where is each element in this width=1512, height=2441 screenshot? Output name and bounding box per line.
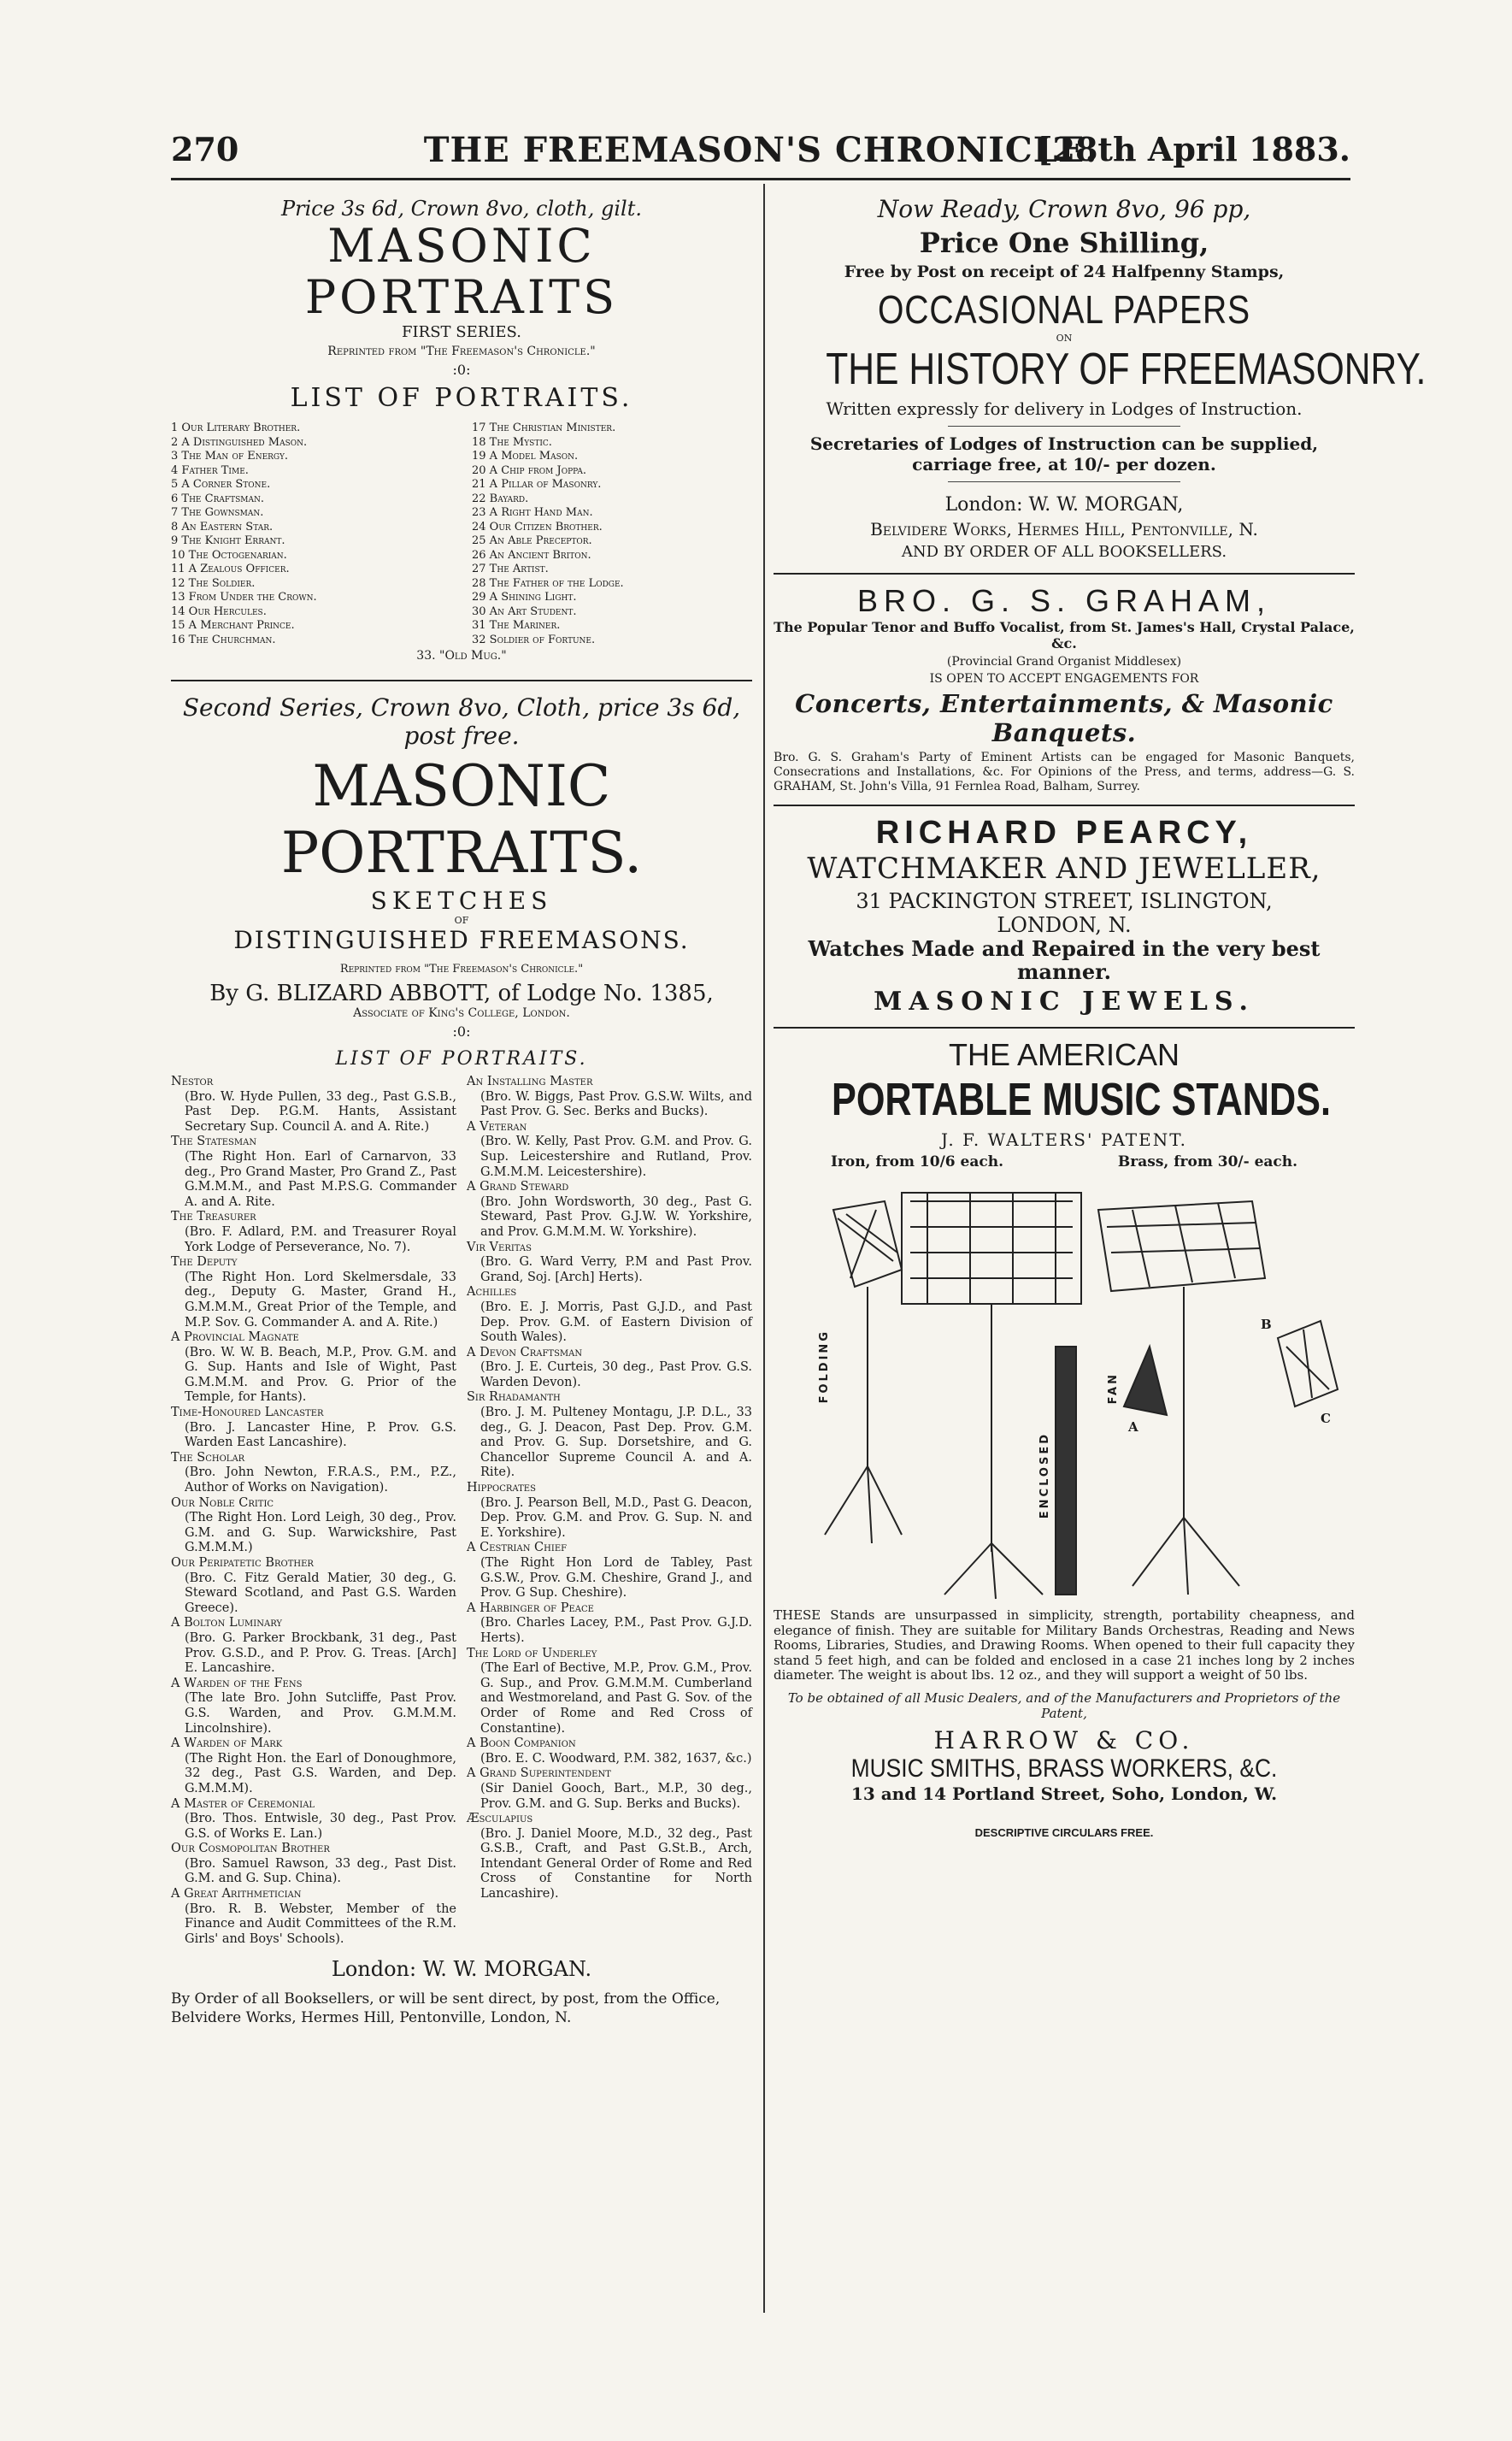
portrait-list-item: 27 The Artist.	[472, 563, 549, 575]
portrait-list-item: 29 A Shining Light.	[472, 591, 577, 604]
second-series-distinguished: DISTINGUISHED FREEMASONS.	[233, 926, 690, 954]
portrait-entry-description: (The Right Hon Lord de Tabley, Past G.S.W., Prov. G.M. Cheshire, Grand J., and Prov. G Sup. Cheshire).	[480, 1556, 752, 1601]
portrait-entry	[467, 1541, 752, 1601]
portrait-entry	[467, 1812, 752, 1902]
stands-the-american: THE AMERICAN	[948, 1037, 1180, 1072]
portrait-entry-title: A Grand Superintendent	[467, 1766, 611, 1781]
portrait-entry-title: The Statesman	[171, 1135, 257, 1149]
portrait-list-item: 18 The Mystic.	[472, 435, 552, 449]
second-series-reprinted: Reprinted from "The Freemason's Chronicle."	[339, 963, 584, 976]
second-series-title: MASONIC PORTRAITS.	[280, 753, 643, 886]
pearcy-trade: WATCHMAKER AND JEWELLER,	[807, 852, 1321, 886]
portrait-entry-title: A Great Arithmetician	[171, 1887, 302, 1902]
portrait-list-item: 24 Our Citizen Brother.	[472, 520, 603, 534]
portrait-entry-description: (Bro. J. Daniel Moore, M.D., 32 deg., Past G.S.B., Craft, and Past G.St.B., Arch, Intendant General Order of Rome and Red Cross of Constantine for North Lancashire).	[480, 1826, 752, 1902]
portrait-entry	[171, 1210, 456, 1255]
portrait-entry	[467, 1601, 752, 1647]
portrait-entry	[171, 1616, 456, 1676]
page-number: 270	[171, 130, 239, 168]
portrait-entry-description: (Bro. J. E. Curteis, 30 deg., Past Prov. G.S. Warden Devon).	[480, 1360, 752, 1389]
label-enclosed: ENCLOSED	[1038, 1432, 1051, 1519]
occasional-title1: OCCASIONAL PAPERS	[878, 287, 1250, 332]
first-series-reprinted: Reprinted from "The Freemason's Chronicle."	[327, 345, 596, 358]
portrait-entry-description: (Bro. W. Hyde Pullen, 33 deg., Past G.S.B., Past Dep. P.G.M. Hants, Assistant Secretary Sup. Council A. and A. Rite.)	[185, 1089, 456, 1134]
portrait-list-item: 10 The Octogenarian.	[171, 548, 287, 562]
portrait-entry-description: (The Earl of Bective, M.P., Prov. G.M., Prov. G. Sup., and Prov. G.M.M.M. Cumberland and Westmoreland, and Past G. Sov. of the Order of Rome and Red Cross of Constantine).	[480, 1661, 752, 1736]
label-folding: FOLDING	[818, 1330, 831, 1404]
portrait-entry	[171, 1797, 456, 1843]
portrait-list-item: 3 The Man of Energy.	[171, 450, 289, 463]
figure-letter-b: B	[1261, 1317, 1272, 1332]
portrait-entry	[467, 1075, 752, 1120]
pearcy-address: 31 PACKINGTON STREET, ISLINGTON,	[856, 889, 1273, 913]
portrait-entry	[171, 1736, 456, 1796]
graham-paragraph: Bro. G. S. Graham's Party of Eminent Artists can be engaged for Masonic Banquets, Consecrations and Installations, &c. For Opinions of the Press, and terms, address—G. S. GRAHAM, St. John's Villa, 91 Fernlea Road, Balham, Surrey.	[774, 751, 1355, 793]
portrait-entry	[171, 1842, 456, 1887]
portrait-list-item: 7 The Gownsman.	[171, 506, 264, 519]
portrait-list-item: 28 The Father of the Lodge.	[472, 576, 624, 590]
portrait-entry-description: (Bro. Thos. Entwisle, 30 deg., Past Prov. G.S. of Works E. Lan.)	[185, 1812, 456, 1841]
portrait-entry	[171, 1496, 456, 1556]
occasional-papers-ad	[774, 195, 1427, 561]
portrait-entry-description: (Bro. R. B. Webster, Member of the Finance and Audit Committees of the R.M. Girls' and Boys' Schools).	[185, 1902, 456, 1946]
portrait-entry	[171, 1451, 456, 1496]
figure-letter-c: C	[1321, 1411, 1331, 1426]
journal-title: THE FREEMASON'S CHRONICLE.	[423, 130, 1098, 170]
portrait-entry-title: A Harbinger of Peace	[467, 1601, 594, 1615]
portrait-list-item: 21 A Pillar of Masonry.	[472, 478, 602, 491]
stands-prices	[774, 1153, 1355, 1170]
portrait-entry-title: Achilles	[467, 1285, 517, 1300]
portrait-entry-title: Sir Rhadamanth	[467, 1390, 561, 1405]
portrait-list-item: 16 The Churchman.	[171, 633, 276, 646]
stands-obtain: To be obtained of all Music Dealers, and of the Manufacturers and Proprietors of the Patent,	[787, 1689, 1341, 1721]
portrait-entry-description: (Bro. J. Pearson Bell, M.D., Past G. Deacon, Dep. Prov. G.M. and Prov. G. Sup. N. and E. Yorkshire).	[480, 1495, 752, 1540]
portrait-entry	[467, 1120, 752, 1180]
occasional-ready: Now Ready, Crown 8vo, 96 pp,	[877, 195, 1251, 223]
portrait-list-item: 26 An Ancient Briton.	[472, 548, 591, 562]
portrait-entry	[467, 1647, 752, 1737]
portrait-entry	[467, 1390, 752, 1481]
portrait-list-item: 2 A Distinguished Mason.	[171, 435, 308, 449]
second-series-author: By G. BLIZARD ABBOTT, of Lodge No. 1385,	[209, 981, 714, 1006]
portrait-entry	[467, 1180, 752, 1240]
portrait-entry	[171, 1330, 456, 1406]
left-column	[171, 190, 752, 2027]
portrait-entry	[467, 1766, 752, 1812]
separator: :0:	[452, 362, 471, 378]
graham-line3: IS OPEN TO ACCEPT ENGAGEMENTS FOR	[929, 672, 1199, 686]
stands-brass-price: Brass, from 30/- each.	[1117, 1153, 1298, 1170]
occasional-price: Price One Shilling,	[919, 227, 1209, 259]
portrait-list-item: 12 The Soldier.	[171, 576, 256, 590]
portrait-entry-description: (The Right Hon. Lord Skelmersdale, 33 deg., Deputy G. Master, Grand H., G.M.M.M., Great Prior of the Temple, and M.P. Sov. G. Commander A. and A. Rite.)	[185, 1270, 456, 1330]
stands-smiths: MUSIC SMITHS, BRASS WORKERS, &C.	[850, 1754, 1278, 1783]
portrait-list-item: 17 The Christian Minister.	[472, 422, 616, 434]
portrait-entry-title: An Installing Master	[467, 1075, 593, 1088]
portrait-list-item: 15 A Merchant Prince.	[171, 619, 295, 632]
portrait-entry-title: A Warden of Mark	[171, 1736, 283, 1751]
label-fan: FAN	[1107, 1372, 1120, 1405]
stands-circulars: DESCRIPTIVE CIRCULARS FREE.	[974, 1825, 1154, 1839]
separator: :0:	[452, 1023, 471, 1040]
portrait-entry-description: (Bro. Samuel Rawson, 33 deg., Past Dist. G.M. and G. Sup. China).	[185, 1856, 456, 1886]
portrait-entry	[467, 1736, 752, 1766]
portrait-entry-description: (The Right Hon. the Earl of Donoughmore, 32 deg., Past G.S. Warden, and Dep. G.M.M.M).	[185, 1751, 456, 1795]
portrait-entry-title: A Warden of the Fens	[171, 1676, 303, 1690]
graham-line2: (Provincial Grand Organist Middlesex)	[946, 655, 1182, 669]
portrait-entry-title: A Bolton Luminary	[171, 1616, 283, 1630]
portrait-entry-description: (The late Bro. John Sutcliffe, Past Prov. G.S. Warden, and Prov. G.M.M.M. Lincolnshire).	[185, 1691, 456, 1736]
section-rule	[774, 1027, 1355, 1029]
portrait-entry-description: (Bro. W. Kelly, Past Prov. G.M. and Prov. G. Sup. Leicestershire and Rutland, Prov. G.M.M.M. Leicestershire).	[480, 1135, 752, 1179]
portrait-entry	[171, 1677, 456, 1736]
portrait-entry-title: Time-Honoured Lancaster	[171, 1406, 324, 1420]
portrait-entry	[467, 1241, 752, 1286]
portrait-list-item: 30 An Art Student.	[472, 604, 577, 618]
first-series-portrait-list	[171, 422, 752, 647]
portrait-entry-title: A Boon Companion	[467, 1736, 576, 1751]
first-series-ad	[171, 197, 752, 663]
portrait-entry-title: Vir Veritas	[467, 1240, 532, 1254]
portrait-list-right	[472, 422, 752, 647]
pearcy-jewels: MASONIC JEWELS.	[874, 987, 1255, 1017]
portrait-list-item: 22 Bayard.	[472, 492, 529, 505]
thin-rule	[948, 426, 1180, 427]
portrait-entry	[171, 1406, 456, 1451]
portrait-list-last: 33. "Old Mug."	[416, 649, 507, 663]
portrait-entry-description: (Bro. G. Parker Brockbank, 31 deg., Past Prov. G.S.D., and P. Prov. G. Treas. [Arch] E. Lancashire.	[185, 1630, 456, 1676]
second-series-list-left	[171, 1075, 456, 1947]
portrait-list-item: 4 Father Time.	[171, 463, 249, 477]
portrait-entry-description: (Bro. F. Adlard, P.M. and Treasurer Royal York Lodge of Perseverance, No. 7).	[185, 1224, 456, 1254]
portrait-list-item: 1 Our Literary Brother.	[171, 422, 301, 434]
occasional-secretaries: Secretaries of Lodges of Instruction can be supplied, carriage free, at 10/- per dozen.	[809, 433, 1319, 475]
stands-body: THESE Stands are unsurpassed in simplicity, strength, portability cheapness, and elegance of finish. They are suitable for Military Bands Orchestras, Reading and News Rooms, Libraries, Studies, and Drawing Rooms. When opened to their full capacity they stand 5 feet high, and can be folded and enclosed in a case 21 inches long by 2 inches diameter. The weight is about lbs. 12 oz., and they will support a weight of 50 lbs.	[774, 1607, 1355, 1683]
portrait-entry-title: Our Peripatetic Brother	[171, 1556, 314, 1570]
section-rule	[171, 680, 752, 681]
occasional-london: London: W. W. MORGAN,	[944, 494, 1184, 516]
first-series-price: Price 3s 6d, Crown 8vo, cloth, gilt.	[280, 197, 643, 221]
occasional-written: Written expressly for delivery in Lodges of Instruction.	[826, 398, 1303, 419]
first-series-label: FIRST SERIES.	[402, 323, 521, 341]
portrait-entry-description: (Bro. J. M. Pulteney Montagu, J.P. D.L., 33 deg., G. J. Deacon, Past Dep. Prov. G.M. and Prov. G. Sup. Dorsetshire, and G. Chancellor Supreme Council A. and A. Rite).	[480, 1406, 752, 1480]
portrait-entry	[171, 1255, 456, 1330]
portrait-list-item: 11 A Zealous Officer.	[171, 563, 290, 575]
second-series-of: OF	[454, 915, 469, 926]
portrait-entry-title: A Veteran	[467, 1119, 527, 1134]
second-series-line1: Second Series, Crown 8vo, Cloth, price 3s 6d,	[182, 693, 741, 722]
portrait-entry-description: (Bro. G. Ward Verry, P.M and Past Prov. Grand, Soj. [Arch] Herts).	[480, 1255, 752, 1284]
portrait-list-left	[171, 422, 451, 647]
portrait-entry-title: A Master of Ceremonial	[171, 1796, 315, 1811]
second-series-ad	[171, 693, 752, 2027]
portrait-entry-title: A Devon Craftsman	[467, 1345, 583, 1359]
portrait-entry-description: (Bro. W. W. B. Beach, M.P., Prov. G.M. and G. Sup. Hants and Isle of Wight, Past G.M.M.M. and Prov. G. Prior of the Temple, for Hants).	[185, 1345, 456, 1405]
portrait-list-item: 23 A Right Hand Man.	[472, 506, 593, 519]
first-series-list-heading: LIST OF PORTRAITS.	[290, 383, 633, 413]
portrait-entry-title: A Provincial Magnate	[171, 1330, 299, 1345]
second-series-associate: Associate of King's College, London.	[353, 1006, 570, 1020]
portrait-entry-description: (The Right Hon. Lord Leigh, 30 deg., Prov. G.M. and G. Sup. Warwickshire, Past G.M.M.M.)	[185, 1511, 456, 1555]
portrait-entry	[467, 1481, 752, 1541]
portrait-entry-description: (Bro. Charles Lacey, P.M., Past Prov. G.J.D. Herts).	[480, 1616, 752, 1645]
occasional-title2: THE HISTORY OF FREEMASONRY.	[826, 345, 1427, 394]
portrait-list-item: 32 Soldier of Fortune.	[472, 633, 596, 646]
page-header	[171, 127, 1350, 180]
occasional-belvidere: Belvidere Works, Hermes Hill, Pentonville, N.	[870, 519, 1258, 539]
second-series-list-right	[467, 1075, 752, 1947]
second-series-sketches: SKETCHES	[370, 887, 553, 915]
portrait-entry-title: The Treasurer	[171, 1210, 256, 1224]
portrait-entry-description: (Bro. John Newton, F.R.A.S., P.M., P.Z., Author of Works on Navigation).	[185, 1465, 456, 1495]
stands-patent: J. F. WALTERS' PATENT.	[940, 1129, 1188, 1150]
portrait-entry-description: (Bro. J. Lancaster Hine, P. Prov. G.S. Warden East Lancashire).	[185, 1420, 456, 1450]
portrait-list-item: 19 A Model Mason.	[472, 450, 579, 463]
column-divider	[763, 184, 765, 2313]
portrait-entry-description: (Bro. John Wordsworth, 30 deg., Past G. Steward, Past Prov. G.J.W. W. Yorkshire, and Prov. G.M.M.M. W. Yorkshire).	[480, 1194, 752, 1239]
music-stands-ad	[774, 1037, 1355, 1839]
second-series-publisher: London: W. W. MORGAN.	[331, 1957, 592, 1982]
issue-date: [28th April 1883.	[1037, 130, 1350, 168]
figure-letter-a: A	[1128, 1419, 1138, 1435]
occasional-free: Free by Post on receipt of 24 Halfpenny Stamps,	[844, 262, 1285, 281]
portrait-entry-title: A Grand Steward	[467, 1180, 569, 1194]
portrait-entry-title: A Cestrian Chief	[467, 1541, 568, 1555]
portrait-entry-title: The Scholar	[171, 1450, 245, 1465]
portrait-list-item: 8 An Eastern Star.	[171, 520, 274, 534]
pearcy-city: LONDON, N.	[997, 913, 1132, 937]
portrait-list-item: 6 The Craftsman.	[171, 492, 264, 505]
portrait-entry	[171, 1887, 456, 1947]
portrait-entry-title: Nestor	[171, 1075, 214, 1088]
portrait-entry-title: Our Noble Critic	[171, 1495, 274, 1510]
portrait-list-item: 5 A Corner Stone.	[171, 478, 271, 491]
occasional-order: AND BY ORDER OF ALL BOOKSELLERS.	[901, 543, 1227, 561]
pearcy-repair: Watches Made and Repaired in the very best manner.	[808, 936, 1321, 984]
stands-street: 13 and 14 Portland Street, Soho, London, W.	[850, 1783, 1278, 1804]
graham-line1: The Popular Tenor and Buffo Vocalist, from St. James's Hall, Crystal Palace, &c.	[774, 619, 1355, 652]
portrait-entry	[467, 1285, 752, 1345]
portrait-list-item: 14 Our Hercules.	[171, 604, 267, 618]
portrait-entry	[171, 1556, 456, 1616]
stands-iron-price: Iron, from 10/6 each.	[830, 1153, 1003, 1170]
portrait-entry-description: (Bro. E. J. Morris, Past G.J.D., and Past Dep. Prov. G.M. of Eastern Division of South Wales).	[480, 1300, 752, 1345]
portrait-entry-title: The Deputy	[171, 1255, 238, 1270]
thin-rule	[948, 481, 1180, 482]
stands-title: PORTABLE MUSIC STANDS.	[832, 1074, 1332, 1125]
music-stands-drawing	[774, 1176, 1355, 1603]
second-series-list-heading: LIST OF PORTRAITS.	[335, 1048, 588, 1070]
portrait-entry-description: (Bro. W. Biggs, Past Prov. G.S.W. Wilts, and Past Prov. G. Sec. Berks and Bucks).	[480, 1089, 752, 1119]
portrait-entry-description: (Bro. E. C. Woodward, P.M. 382, 1637, &c.)	[480, 1751, 752, 1766]
right-column	[774, 190, 1427, 1839]
pearcy-ad	[774, 815, 1355, 1017]
portrait-entry	[467, 1346, 752, 1391]
graham-ad	[774, 583, 1355, 794]
stands-harrow: HARROW & CO.	[933, 1725, 1195, 1754]
portrait-entry-description: (The Right Hon. Earl of Carnarvon, 33 deg., Pro Grand Master, Pro Grand Z., Past G.M.M.M., and Past M.P.S.G. Commander A. and A. Rite.	[185, 1149, 456, 1209]
portrait-entry-title: Hippocrates	[467, 1481, 536, 1495]
portrait-entry-description: (Bro. C. Fitz Gerald Matier, 30 deg., G. Steward Scotland, and Past G.S. Warden Greece).	[185, 1571, 456, 1615]
second-series-footer: By Order of all Booksellers, or will be sent direct, by post, from the Office, Belvidere Works, Hermes Hill, Pentonville, London, N.	[171, 1990, 721, 2027]
portrait-entry-title: The Lord of Underley	[467, 1646, 597, 1660]
portrait-entry-description: (Sir Daniel Gooch, Bart., M.P., 30 deg., Prov. G.M. and G. Sup. Berks and Bucks).	[480, 1781, 752, 1811]
graham-name: BRO. G. S. GRAHAM,	[856, 583, 1272, 618]
portrait-entry	[171, 1135, 456, 1210]
second-series-line2: post free.	[403, 722, 520, 750]
first-series-title: MASONIC PORTRAITS	[304, 219, 619, 324]
second-series-portrait-list	[171, 1075, 752, 1947]
occasional-on: ON	[1056, 333, 1073, 344]
portrait-list-item: 20 A Chip from Joppa.	[472, 463, 586, 477]
portrait-entry-title: Our Cosmopolitan Brother	[171, 1842, 330, 1856]
portrait-entry-title: Æsculapius	[467, 1812, 533, 1826]
portrait-list-item: 25 An Able Preceptor.	[472, 534, 592, 547]
pearcy-name: RICHARD PEARCY,	[875, 815, 1253, 851]
portrait-list-item: 13 From Under the Crown.	[171, 591, 317, 604]
section-rule	[774, 573, 1355, 575]
section-rule	[774, 805, 1355, 806]
portrait-list-item: 9 The Knight Errant.	[171, 534, 285, 547]
music-stands-illustration	[774, 1176, 1355, 1603]
portrait-list-item: 31 The Mariner.	[472, 619, 561, 632]
graham-gothic-line: Concerts, Entertainments, & Masonic Banquets.	[795, 689, 1333, 747]
portrait-entry	[171, 1075, 456, 1135]
